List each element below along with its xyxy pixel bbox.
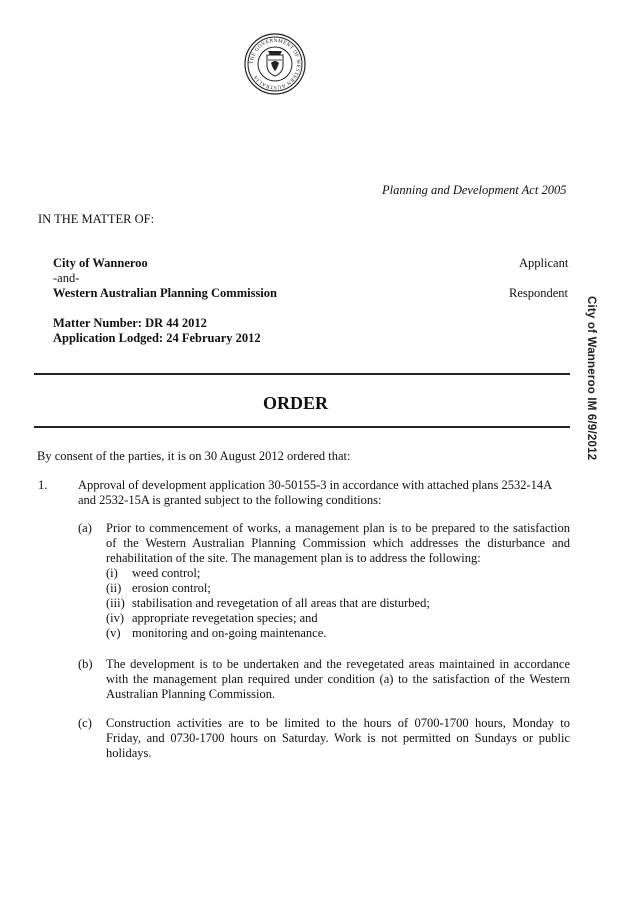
condition-a-text bbox=[106, 521, 570, 566]
and-separator: -and- bbox=[53, 271, 80, 285]
condition-b-text bbox=[106, 657, 570, 702]
condition-c-line: Construction activities are to be limited to the hours of 0700-1700 hours, Monday to bbox=[106, 716, 570, 730]
applicant-name: City of Wanneroo bbox=[53, 256, 148, 270]
condition-c-label: (c) bbox=[78, 716, 92, 730]
matter-number: Matter Number: DR 44 2012 bbox=[53, 316, 207, 330]
condition-a-line: Prior to commencement of works, a management plan is to be prepared to the satisfaction bbox=[106, 521, 570, 535]
condition-b-line: with the management plan required under condition (a) to the satisfaction of the Western bbox=[106, 672, 570, 686]
list-item: (iii) stabilisation and revegetation of all areas that are disturbed; bbox=[106, 596, 430, 610]
government-crest bbox=[244, 33, 306, 95]
respondent-name: Western Australian Planning Commission bbox=[53, 286, 277, 300]
condition-c-text bbox=[106, 716, 570, 761]
condition-a-label: (a) bbox=[78, 521, 92, 535]
list-item: (iv) appropriate revegetation species; and bbox=[106, 611, 318, 625]
act-title: Planning and Development Act 2005 bbox=[382, 183, 567, 197]
intro-text: By consent of the parties, it is on 30 August 2012 ordered that: bbox=[37, 449, 351, 463]
list-item: (v) monitoring and on-going maintenance. bbox=[106, 626, 327, 640]
order-item-text bbox=[78, 478, 570, 508]
list-item: (ii) erosion control; bbox=[106, 581, 211, 595]
condition-a-list bbox=[106, 566, 546, 641]
received-stamp: City of Wanneroo IM 6/9/2012 bbox=[585, 296, 597, 461]
order-item-line: and 2532-15A is granted subject to the following conditions: bbox=[78, 493, 382, 507]
list-item: (i) weed control; bbox=[106, 566, 201, 580]
condition-a-line: rehabilitation of the site. The management plan is to address the following: bbox=[106, 551, 481, 565]
bottom-divider bbox=[34, 426, 570, 428]
order-title: ORDER bbox=[262, 393, 328, 413]
condition-c-line: Friday, and 0730-1700 hours on Saturday. Work is not permitted on Sundays or public bbox=[106, 731, 570, 745]
condition-b-line: The development is to be undertaken and the revegetated areas maintained in accordance bbox=[106, 657, 570, 671]
condition-b-label: (b) bbox=[78, 657, 93, 671]
matter-heading: IN THE MATTER OF: bbox=[38, 212, 155, 226]
top-divider bbox=[34, 373, 570, 375]
svg-text:THE GOVERNMENT OF WESTERN AUST: THE GOVERNMENT OF WESTERN AUSTRALIA bbox=[248, 37, 302, 91]
respondent-role: Respondent bbox=[509, 286, 569, 300]
order-item-line: Approval of development application 30-50155-3 in accordance with attached plans 2532-14A bbox=[78, 478, 553, 492]
application-lodged: Application Lodged: 24 February 2012 bbox=[53, 331, 261, 345]
condition-c-line: holidays. bbox=[106, 746, 152, 760]
condition-b-line: Australian Planning Commission. bbox=[106, 687, 276, 701]
order-item-number: 1. bbox=[38, 478, 48, 492]
condition-a-line: of the Western Australian Planning Commission which addresses the disturbance and bbox=[106, 536, 570, 550]
applicant-role: Applicant bbox=[519, 256, 569, 270]
